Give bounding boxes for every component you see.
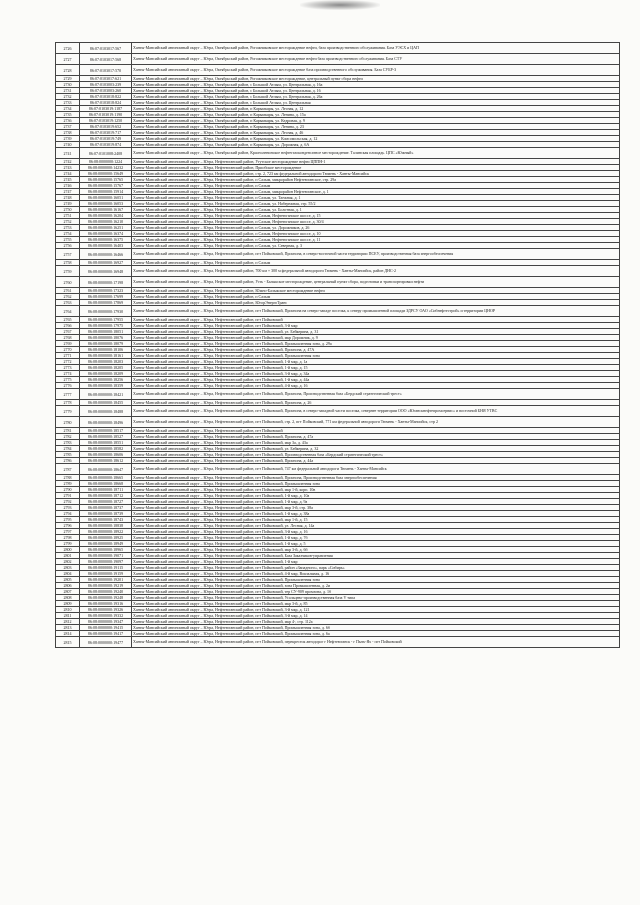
- address-cell: Ханты-Мансийский автономный округ – Югра, Нефтеюганский район, Южно-Балыкское месторождение нефти: [132, 288, 620, 294]
- row-number-cell: 2782: [56, 434, 80, 440]
- table-row: [56, 277, 620, 288]
- cadastral-number-cell: 86:08:0000000:17975: [80, 323, 132, 329]
- address-cell: Ханты-Мансийский автономный округ – Югра, Нефтеюганский район, п Салым, ул. Набережная, стр. 55/2: [132, 201, 620, 207]
- cadastral-number-cell: 86:08:0000000:17869: [80, 300, 132, 306]
- cadastral-number-cell: 86:08:0000000:16210: [80, 219, 132, 225]
- row-number-cell: 2745: [56, 177, 80, 183]
- cadastral-number-cell: 86:08:0000000:18922: [80, 529, 132, 535]
- address-cell: Ханты-Мансийский автономный округ – Югра, Нефтеюганский район, пгт Пойковский, 3-й мкр: [132, 323, 620, 329]
- cadastral-number-cell: 86:08:0000000:18727: [80, 499, 132, 505]
- cadastral-number-cell: 86:08:0000000:18965: [80, 547, 132, 553]
- address-cell: Ханты-Мансийский автономный округ – Югра, Нефтеюганский район, пгт Пойковский, База Заказчиков-управления: [132, 553, 620, 559]
- row-number-cell: 2775: [56, 377, 80, 383]
- row-number-cell: 2805: [56, 577, 80, 583]
- cadastral-number-cell: 86:08:0000000:15765: [80, 177, 132, 183]
- cadastral-number-cell: 86:08:0000000:18076: [80, 335, 132, 341]
- row-number-cell: 2774: [56, 371, 80, 377]
- cadastral-number-cell: 86:08:0000000:18161: [80, 353, 132, 359]
- address-cell: Ханты-Мансийский автономный округ – Югра, Нефтеюганский район, пгт Пойковский, 747 км федеральной автодороги Тюмень - Ханты-Мансийск: [132, 464, 620, 475]
- address-cell: Ханты-Мансийский автономный округ – Югра, Нефтеюганский район, п Салым, Нефтеюганское шоссе, д. 30/4: [132, 219, 620, 225]
- cadastral-number-cell: 86:08:0000000:18488: [80, 406, 132, 417]
- address-cell: Ханты-Мансийский автономный округ – Югра, Нефтеюганский район, п Салым, ул. Дорожников, д. 26: [132, 225, 620, 231]
- table-row: [56, 54, 620, 65]
- address-cell: Ханты-Мансийский автономный округ – Югра, Октябрьский район, п Карымкары, ул. Кедровая, д. 9: [132, 118, 620, 124]
- cadastral-number-cell: 86:08:0000000:19159: [80, 571, 132, 577]
- address-cell: Ханты-Мансийский автономный округ – Югра, Нефтеюганский район, п Салым, микрорайон Нефтеюганское, д. 1: [132, 189, 620, 195]
- cadastral-number-cell: 86:08:0000000:18925: [80, 535, 132, 541]
- row-number-cell: 2815: [56, 637, 80, 648]
- row-number-cell: 2810: [56, 607, 80, 613]
- address-cell: Ханты-Мансийский автономный округ – Югра, Октябрьский район, с Большой Атлым, ул. Центральная: [132, 100, 620, 106]
- row-number-cell: 2801: [56, 553, 80, 559]
- cadastral-number-cell: 86:08:0000000:18582: [80, 446, 132, 452]
- table-row: [56, 148, 620, 159]
- row-number-cell: 2728: [56, 65, 80, 76]
- address-cell: Ханты-Мансийский автономный округ – Югра, Нефтеюганский район, пгт Пойковский, Промзона, в северо-восточной части территории ПСЕУ, производственная база энергообеспечения: [132, 249, 620, 260]
- row-number-cell: 2753: [56, 225, 80, 231]
- row-number-cell: 2771: [56, 353, 80, 359]
- address-cell: Ханты-Мансийский автономный округ – Югра, Нефтеюганский район, пгт Пойковский, зона Промышленная, д. 2и: [132, 583, 620, 589]
- row-number-cell: 2726: [56, 43, 80, 54]
- address-cell: Ханты-Мансийский автономный округ – Югра, Нефтеюганский район, стр. 2, 723 км федеральной автодороги Тюмень - Ханты-Мансийск: [132, 171, 620, 177]
- row-number-cell: 2736: [56, 118, 80, 124]
- address-cell: Ханты-Мансийский автономный округ – Югра, Нефтеюганский район, Усть - Балыкское месторождение, центральный пункт сбора, подготовки и транспортировки нефти: [132, 277, 620, 288]
- row-number-cell: 2764: [56, 306, 80, 317]
- cadastral-number-cell: 86:08:0000000:18421: [80, 389, 132, 400]
- row-number-cell: 2812: [56, 619, 80, 625]
- cadastral-number-cell: 86:08:0000000:18455: [80, 400, 132, 406]
- address-cell: Ханты-Мансийский автономный округ – Югра, Октябрьский район, Рогожниковское месторождение база производственного обслуживания. База СУБР-3: [132, 65, 620, 76]
- cadastral-number-cell: 86:07:0103017:567: [80, 43, 132, 54]
- address-cell: Ханты-Мансийский автономный округ – Югра, Нефтеюганский район, пгт Пойковский, 1-й мкр, д. 44а: [132, 377, 620, 383]
- cadastral-number-cell: 86:07:0103019:1190: [80, 112, 132, 118]
- row-number-cell: 2793: [56, 505, 80, 511]
- address-cell: Ханты-Мансийский автономный округ – Югра, Нефтеюганский район, пгт Пойковский, стр. 2, пгт Пойковский, 771 км федеральной автодороги Тюмень - Ханты-Мансийск, стр 2: [132, 417, 620, 428]
- cadastral-number-cell: 86:08:0000000:18496: [80, 417, 132, 428]
- row-number-cell: 2807: [56, 589, 80, 595]
- cadastral-number-cell: 86:08:0000000:18647: [80, 464, 132, 475]
- table-row: [56, 637, 620, 648]
- address-cell: Ханты-Мансийский автономный округ – Югра, Нефтеюганский район, Приобское месторождение: [132, 165, 620, 171]
- cadastral-number-cell: 86:07:0103018:822: [80, 94, 132, 100]
- address-cell: Ханты-Мансийский автономный округ – Югра, Нефтеюганский район, пгт Пойковский, мкр 1-й, д. 15: [132, 517, 620, 523]
- address-cell: Ханты-Мансийский автономный округ – Югра, Нефтеюганский район, Угутское месторождение нефти ЦППН-1: [132, 159, 620, 165]
- address-cell: Ханты-Мансийский автономный округ – Югра, Нефтеюганский район, ЮгорЭнергоТранс: [132, 300, 620, 306]
- address-cell: Ханты-Мансийский автономный округ – Югра, Нефтеюганский район, пгт Пойковский, перекресток автодорог г Нефтеюганск - г Пыть-Ях - пгт Пойковский: [132, 637, 620, 648]
- row-number-cell: 2733: [56, 100, 80, 106]
- cadastral-number-cell: 86:08:0000000:19316: [80, 601, 132, 607]
- address-cell: Ханты-Мансийский автономный округ – Югра, Нефтеюганский район, пгт Пойковский, 4-й мкр, Вокзальная, д. 16: [132, 571, 620, 577]
- cadastral-number-cell: 86:07:0103019:749: [80, 136, 132, 142]
- cadastral-number-cell: 86:08:0000000:18203: [80, 359, 132, 365]
- table-row: [56, 306, 620, 317]
- row-number-cell: 2770: [56, 347, 80, 353]
- address-cell: Ханты-Мансийский автономный округ – Югра, Нефтеюганский район, пгт Пойковский, Промышленная зона, д. 6б: [132, 625, 620, 631]
- address-cell: Ханты-Мансийский автономный округ – Югра, Октябрьский район, п Карымкары, ул. Лесная, д. 46: [132, 130, 620, 136]
- cadastral-number-cell: 86:08:0000000:16051: [80, 195, 132, 201]
- address-cell: Ханты-Мансийский автономный округ – Югра, Нефтеюганский район, п Салым, ул. Северная, д. 3: [132, 243, 620, 249]
- row-number-cell: 2804: [56, 571, 80, 577]
- cadastral-number-cell: 86:08:0000000:18209: [80, 371, 132, 377]
- row-number-cell: 2788: [56, 475, 80, 481]
- row-number-cell: 2814: [56, 631, 80, 637]
- address-cell: Ханты-Мансийский автономный округ – Югра, Нефтеюганский район, пгт Пойковский, Промышленная зона, д. 29а: [132, 341, 620, 347]
- row-number-cell: 2806: [56, 583, 80, 589]
- address-cell: Ханты-Мансийский автономный округ – Югра, Нефтеюганский район, пгт Пойковский, 1-й мкр, д. 38а: [132, 511, 620, 517]
- cadastral-number-cell: 86:08:0000000:18711: [80, 487, 132, 493]
- cadastral-number-cell: 86:08:0000000:18256: [80, 377, 132, 383]
- cadastral-number-cell: 86:08:0000000:19115: [80, 565, 132, 571]
- cadastral-number-cell: 86:08:0000000:17699: [80, 294, 132, 300]
- address-cell: Ханты-Мансийский автономный округ – Югра, Октябрьский район, п Карымкары, ул. Ленина, д. 15а: [132, 112, 620, 118]
- cadastral-number-cell: 86:08:0000000:17930: [80, 306, 132, 317]
- cadastral-number-cell: 86:07:0103019:717: [80, 130, 132, 136]
- address-cell: Ханты-Мансийский автономный округ – Югра, Октябрьский район, п Карымкары, ул. Лесная, д. 12: [132, 106, 620, 112]
- cadastral-number-cell: 86:08:0000000:18665: [80, 475, 132, 481]
- address-cell: Ханты-Мансийский автономный округ – Югра, Октябрьский район, с Большой Атлым, ул. Центральная, д. 16а: [132, 82, 620, 88]
- row-number-cell: 2786: [56, 458, 80, 464]
- row-number-cell: 2785: [56, 452, 80, 458]
- row-number-cell: 2809: [56, 601, 80, 607]
- row-number-cell: 2750: [56, 207, 80, 213]
- address-cell: Ханты-Мансийский автономный округ – Югра, Нефтеюганский район, пгт Пойковский, Промышленная зона: [132, 481, 620, 487]
- row-number-cell: 2747: [56, 189, 80, 195]
- cadastral-number-cell: 86:08:0000000:1224: [80, 159, 132, 165]
- row-number-cell: 2800: [56, 547, 80, 553]
- cadastral-number-cell: 86:07:0103019:652: [80, 124, 132, 130]
- address-cell: Ханты-Мансийский автономный округ – Югра, Октябрьский район, п Карымкары, ул. Ленина, д. 23: [132, 124, 620, 130]
- cadastral-number-cell: 86:08:0000000:16927: [80, 260, 132, 266]
- table-row: [56, 249, 620, 260]
- address-cell: Ханты-Мансийский автономный округ – Югра, Нефтеюганский район, пгт Пойковский, ул. Бейкерина, д. 31: [132, 329, 620, 335]
- address-cell: Ханты-Мансийский автономный округ – Югра, Нефтеюганский район, 700 км + 300 м федеральной автодороги Тюмень - Ханты-Мансийск, район ДНС-2: [132, 266, 620, 277]
- margin-scan-mark: [8, 798, 32, 804]
- row-number-cell: 2773: [56, 365, 80, 371]
- cadastral-number-cell: 86:08:0000000:17955: [80, 317, 132, 323]
- cadastral-number-cell: 86:08:0000000:16374: [80, 231, 132, 237]
- row-number-cell: 2740: [56, 142, 80, 148]
- cadastral-number-cell: 86:08:0000000:18106: [80, 347, 132, 353]
- row-number-cell: 2792: [56, 499, 80, 505]
- address-cell: Ханты-Мансийский автономный округ – Югра, Нефтеюганский район, пгт Пойковский, ул. Бейкерина, д. 32: [132, 446, 620, 452]
- row-number-cell: 2778: [56, 400, 80, 406]
- row-number-cell: 2743: [56, 165, 80, 171]
- cadastral-number-cell: 86:08:0000000:19219: [80, 583, 132, 589]
- row-number-cell: 2749: [56, 201, 80, 207]
- cadastral-number-cell: 86:07:0103017:568: [80, 54, 132, 65]
- row-number-cell: 2738: [56, 130, 80, 136]
- cadastral-number-cell: 86:08:0000000:18205: [80, 365, 132, 371]
- address-cell: Ханты-Мансийский автономный округ – Югра, Нефтеюганский район, пгт Пойковский, тер СУ-909 промзона, д. 1б: [132, 589, 620, 595]
- table-row: [56, 389, 620, 400]
- row-number-cell: 2735: [56, 112, 80, 118]
- address-cell: Ханты-Мансийский автономный округ – Югра, Нефтеюганский район, пгт Пойковский, мкр Дорожник, д. 9: [132, 335, 620, 341]
- address-cell: Ханты-Мансийский автономный округ – Югра, Нефтеюганский район, пгт Пойковский, 3-й мкр, д. 14: [132, 613, 620, 619]
- row-number-cell: 2813: [56, 625, 80, 631]
- row-number-cell: 2796: [56, 523, 80, 529]
- address-cell: Ханты-Мансийский автономный округ – Югра, Нефтеюганский район, пгт Пойковский, Промышленная зона: [132, 577, 620, 583]
- row-number-cell: 2799: [56, 541, 80, 547]
- row-number-cell: 2765: [56, 317, 80, 323]
- address-cell: Ханты-Мансийский автономный округ – Югра, Октябрьский район, п Карымкары, ул. Дорожная, д. 6А: [132, 142, 620, 148]
- property-registry-table: [55, 42, 620, 648]
- row-number-cell: 2768: [56, 335, 80, 341]
- address-cell: Ханты-Мансийский автономный округ – Югра, Октябрьский район, Рогожниковское месторождение нефти база производственного обслуживания. База СТУ: [132, 54, 620, 65]
- address-cell: Ханты-Мансийский автономный округ – Югра, Нефтеюганский район, пгт Пойковский: [132, 317, 620, 323]
- cadastral-number-cell: 86:08:0000000:18517: [80, 428, 132, 434]
- cadastral-number-cell: 86:08:0000000:15767: [80, 183, 132, 189]
- row-number-cell: 2802: [56, 559, 80, 565]
- cadastral-number-cell: 86:08:0000000:16403: [80, 243, 132, 249]
- row-number-cell: 2789: [56, 481, 80, 487]
- address-cell: Ханты-Мансийский автономный округ – Югра, Нефтеюганский район, пгт Пойковский, 1-й мкр, д. 5: [132, 541, 620, 547]
- row-number-cell: 2758: [56, 260, 80, 266]
- cadastral-number-cell: 86:08:0000000:17198: [80, 277, 132, 288]
- address-cell: Ханты-Мансийский автономный округ – Югра, Нефтеюганский район, пгт Пойковский, Промышленная зона, д. 6а: [132, 631, 620, 637]
- cadastral-number-cell: 86:07:0103003:260: [80, 88, 132, 94]
- cadastral-number-cell: 86:08:0000000:18712: [80, 493, 132, 499]
- cadastral-number-cell: 86:08:0000000:16204: [80, 213, 132, 219]
- cadastral-number-cell: 86:07:0103019:1250: [80, 118, 132, 124]
- row-number-cell: 2791: [56, 493, 80, 499]
- row-number-cell: 2746: [56, 183, 80, 189]
- cadastral-number-cell: 86:08:0000000:16375: [80, 237, 132, 243]
- row-number-cell: 2767: [56, 329, 80, 335]
- address-cell: Ханты-Мансийский автономный округ – Югра, Нефтеюганский район, пгт Пойковский, Производственная база «Бердский стратегический трест»: [132, 452, 620, 458]
- row-number-cell: 2742: [56, 159, 80, 165]
- address-cell: Ханты-Мансийский автономный округ – Югра, Октябрьский район, п Карымкары, ул. Комсомольская, д. 12: [132, 136, 620, 142]
- address-cell: Ханты-Мансийский автономный округ – Югра, Нефтеюганский район, пгт Пойковский, Промзона на северо-западе поселка, к северу промышленной площади ЗДРСУ ОАО «Сибнефтестрой» и территории ЦНОР: [132, 306, 620, 317]
- cadastral-number-cell: 86:08:0000000:19415: [80, 625, 132, 631]
- cadastral-number-cell: 86:08:0000000:19097: [80, 559, 132, 565]
- cadastral-number-cell: 86:08:0000000:18668: [80, 481, 132, 487]
- address-cell: Ханты-Мансийский автономный округ – Югра, Нефтеюганский район, пгт Пойковский, 1-й мкр, д. 1а: [132, 359, 620, 365]
- row-number-cell: 2787: [56, 464, 80, 475]
- row-number-cell: 2781: [56, 428, 80, 434]
- address-cell: Ханты-Мансийский автономный округ – Югра, Нефтеюганский район, п Салым, Нефтеюганское шоссе, д. 15: [132, 213, 620, 219]
- row-number-cell: 2790: [56, 487, 80, 493]
- row-number-cell: 2779: [56, 406, 80, 417]
- table-row: [56, 417, 620, 428]
- address-cell: Ханты-Мансийский автономный округ – Югра, Нефтеюганский район, пгт Пойковский, мкр 3-й, стр. 38а: [132, 505, 620, 511]
- cadastral-number-cell: 86:07:0103019:1187: [80, 106, 132, 112]
- row-number-cell: 2784: [56, 446, 80, 452]
- table-row: [56, 406, 620, 417]
- row-number-cell: 2797: [56, 529, 80, 535]
- row-number-cell: 2761: [56, 288, 80, 294]
- address-cell: Ханты-Мансийский автономный округ – Югра, Нефтеюганский район, п Салым, Нефтеюганское шоссе, д. 11: [132, 237, 620, 243]
- address-cell: Ханты-Мансийский автономный округ – Югра, Нефтеюганский район, пгт Пойковский, 1-й мкр, д. 7б: [132, 535, 620, 541]
- address-cell: Ханты-Мансийский автономный округ – Югра, Нефтеюганский район, пгт Пойковский, 1-й мкр, д. 10а: [132, 493, 620, 499]
- row-number-cell: 2776: [56, 383, 80, 389]
- row-number-cell: 2751: [56, 213, 80, 219]
- cadastral-number-cell: 86:07:0101008:2408: [80, 148, 132, 159]
- cadastral-number-cell: 86:07:0103003:239: [80, 82, 132, 88]
- row-number-cell: 2752: [56, 219, 80, 225]
- cadastral-number-cell: 86:08:0000000:16053: [80, 201, 132, 207]
- address-cell: Ханты-Мансийский автономный округ – Югра, Октябрьский район, с Большой Атлым, ул. Центральная, д. 26а: [132, 94, 620, 100]
- cadastral-number-cell: 86:08:0000000:18551: [80, 440, 132, 446]
- cadastral-number-cell: 86:08:0000000:16466: [80, 249, 132, 260]
- address-cell: Ханты-Мансийский автономный округ – Югра, Нефтеюганский район, пгт Пойковский, Промзона, д. 47А: [132, 347, 620, 353]
- row-number-cell: 2808: [56, 595, 80, 601]
- address-cell: Ханты-Мансийский автономный округ – Югра, Нефтеюганский район, пгт Пойковский, Промзона, д. 44а: [132, 458, 620, 464]
- address-cell: Ханты-Мансийский автономный округ – Югра, Нефтеюганский район, пгт Пойковский, мкр 1-й, корп. 10в: [132, 487, 620, 493]
- address-cell: Ханты-Мансийский автономный округ – Югра, Нефтеюганский район, пгт Пойковский, Промзона, д. 47а: [132, 434, 620, 440]
- row-number-cell: 2803: [56, 565, 80, 571]
- cadastral-number-cell: 86:08:0000000:18737: [80, 505, 132, 511]
- row-number-cell: 2795: [56, 517, 80, 523]
- address-cell: Ханты-Мансийский автономный округ – Югра, Нефтеюганский район, п Салым, ул. Болотная, д. 1: [132, 207, 620, 213]
- cadastral-number-cell: 86:08:0000000:18051: [80, 329, 132, 335]
- cadastral-number-cell: 86:08:0000000:18739: [80, 511, 132, 517]
- cadastral-number-cell: 86:08:0000000:19201: [80, 577, 132, 583]
- address-cell: Ханты-Мансийский автономный округ – Югра, Нефтеюганский район, пгт Пойковский, 3-й мкр, д. 16: [132, 529, 620, 535]
- row-number-cell: 2739: [56, 136, 80, 142]
- table-row: [56, 65, 620, 76]
- cadastral-number-cell: 86:08:0000000:18079: [80, 341, 132, 347]
- registry-table-body: [56, 43, 620, 648]
- cadastral-number-cell: 86:08:0000000:16948: [80, 266, 132, 277]
- cadastral-number-cell: 86:08:0000000:19477: [80, 637, 132, 648]
- row-number-cell: 2772: [56, 359, 80, 365]
- scan-header-mark: [300, 0, 380, 10]
- address-cell: Ханты-Мансийский автономный округ – Югра, Нефтеюганский район, пгт Пойковский, Промзона, в северо-западной части поселка, севернее территории ООО «Юганскнефтепромсервис» и восточной БНЯ УТВС: [132, 406, 620, 417]
- cadastral-number-cell: 86:08:0000000:16167: [80, 207, 132, 213]
- cadastral-number-cell: 86:08:0000000:19417: [80, 631, 132, 637]
- address-cell: Ханты-Мансийский автономный округ – Югра, Октябрьский район, Красноленинское нефтегазоконденсатное месторождение. Талинская площадь. ЦПС «Южный»: [132, 148, 620, 159]
- address-cell: Ханты-Мансийский автономный округ – Югра, Нефтеюганский район, пгт Пойковский, Промзона, Производственная база «Бердский стратегический трест»: [132, 389, 620, 400]
- cadastral-number-cell: 86:07:0103018:824: [80, 100, 132, 106]
- row-number-cell: 2744: [56, 171, 80, 177]
- cadastral-number-cell: 86:08:0000000:18612: [80, 458, 132, 464]
- row-number-cell: 2759: [56, 266, 80, 277]
- cadastral-number-cell: 86:08:0000000:19071: [80, 553, 132, 559]
- cadastral-number-cell: 86:08:0000000:18949: [80, 541, 132, 547]
- address-cell: Ханты-Мансийский автономный округ – Югра, Нефтеюганский район, пгт Пойковский: [132, 428, 620, 434]
- row-number-cell: 2729: [56, 76, 80, 82]
- address-cell: Ханты-Мансийский автономный округ – Югра, Нефтеюганский район, пгт Пойковский, 3-й мкр, д. 34а: [132, 371, 620, 377]
- address-cell: Ханты-Мансийский автономный округ – Югра, Нефтеюганский район, пгт Пойковский, мкр 3а, д. 43а: [132, 440, 620, 446]
- address-cell: Ханты-Мансийский автономный округ – Югра, Нефтеюганский район, пгт Пойковский, 1-й мкр, д. 15: [132, 365, 620, 371]
- row-number-cell: 2741: [56, 148, 80, 159]
- cadastral-number-cell: 86:08:0000000:19240: [80, 589, 132, 595]
- row-number-cell: 2811: [56, 613, 80, 619]
- cadastral-number-cell: 86:08:0000000:16251: [80, 225, 132, 231]
- address-cell: Ханты-Мансийский автономный округ – Югра, Нефтеюганский район, пгт Пойковский, район «Западного», парк «Сибирь»: [132, 565, 620, 571]
- row-number-cell: 2748: [56, 195, 80, 201]
- address-cell: Ханты-Мансийский автономный округ – Югра, Нефтеюганский район, пгт Пойковский, ул. Лесная, д. 14а: [132, 523, 620, 529]
- cadastral-number-cell: 86:08:0000000:17323: [80, 288, 132, 294]
- cadastral-number-cell: 86:08:0000000:19326: [80, 607, 132, 613]
- address-cell: Ханты-Мансийский автономный округ – Югра, Нефтеюганский район, пгт Пойковский, 1-й мкр: [132, 559, 620, 565]
- row-number-cell: 2766: [56, 323, 80, 329]
- cadastral-number-cell: 86:07:0103017:621: [80, 76, 132, 82]
- address-cell: Ханты-Мансийский автономный округ – Югра, Нефтеюганский район, пгт Пойковский, Усольцево-производственная база V типа: [132, 595, 620, 601]
- row-number-cell: 2755: [56, 237, 80, 243]
- row-number-cell: 2730: [56, 82, 80, 88]
- address-cell: Ханты-Мансийский автономный округ – Югра, Нефтеюганский район, п Салым, ул. Таежная, д. 1: [132, 195, 620, 201]
- address-cell: Ханты-Мансийский автономный округ – Югра, Нефтеюганский район, пгт Пойковский, 1-й мкр, д. 9а: [132, 499, 620, 505]
- row-number-cell: 2756: [56, 243, 80, 249]
- address-cell: Ханты-Мансийский автономный округ – Югра, Нефтеюганский район, п Салым: [132, 260, 620, 266]
- address-cell: Ханты-Мансийский автономный округ – Югра, Октябрьский район, Рогожниковское месторождение, центральный пункт сбора нефти: [132, 76, 620, 82]
- cadastral-number-cell: 86:08:0000000:15649: [80, 171, 132, 177]
- row-number-cell: 2798: [56, 535, 80, 541]
- cadastral-number-cell: 86:08:0000000:15914: [80, 189, 132, 195]
- margin-scan-mark: [8, 292, 32, 298]
- cadastral-number-cell: 86:08:0000000:19332: [80, 613, 132, 619]
- address-cell: Ханты-Мансийский автономный округ – Югра, Нефтеюганский район, пгт Пойковский, мкр 3-й, д. 85: [132, 601, 620, 607]
- address-cell: Ханты-Мансийский автономный округ – Югра, Нефтеюганский район, п Салым, Нефтеюганское шоссе, д. 10: [132, 231, 620, 237]
- address-cell: Ханты-Мансийский автономный округ – Югра, Нефтеюганский район, п Салым, микрорайон Нефтеюганское, стр. 29а: [132, 177, 620, 183]
- cadastral-number-cell: 86:08:0000000:19347: [80, 619, 132, 625]
- cadastral-number-cell: 86:08:0000000:18606: [80, 452, 132, 458]
- address-cell: Ханты-Мансийский автономный округ – Югра, Нефтеюганский район, пгт Пойковский, Промзона, д. 26: [132, 400, 620, 406]
- cadastral-number-cell: 86:08:0000000:18838: [80, 523, 132, 529]
- cadastral-number-cell: 86:08:0000000:19248: [80, 595, 132, 601]
- row-number-cell: 2780: [56, 417, 80, 428]
- address-cell: Ханты-Мансийский автономный округ – Югра, Нефтеюганский район, пгт Пойковский, Промышленная зона: [132, 353, 620, 359]
- row-number-cell: 2783: [56, 440, 80, 446]
- row-number-cell: 2754: [56, 231, 80, 237]
- cadastral-number-cell: 86:08:0000000:14232: [80, 165, 132, 171]
- address-cell: Ханты-Мансийский автономный округ – Югра, Октябрьский район, Рогожниковское месторождение нефти, база производственного обслуживания. База УЭСХ и ЦАП: [132, 43, 620, 54]
- row-number-cell: 2734: [56, 106, 80, 112]
- row-number-cell: 2760: [56, 277, 80, 288]
- table-row: [56, 464, 620, 475]
- row-number-cell: 2794: [56, 511, 80, 517]
- row-number-cell: 2763: [56, 300, 80, 306]
- row-number-cell: 2732: [56, 94, 80, 100]
- row-number-cell: 2762: [56, 294, 80, 300]
- table-row: [56, 266, 620, 277]
- cadastral-number-cell: 86:07:0103017:570: [80, 65, 132, 76]
- address-cell: Ханты-Мансийский автономный округ – Югра, Нефтеюганский район, пгт Пойковский, мкр 4-, стр. 112а: [132, 619, 620, 625]
- cadastral-number-cell: 86:07:0103019:874: [80, 142, 132, 148]
- cadastral-number-cell: 86:08:0000000:18743: [80, 517, 132, 523]
- row-number-cell: 2777: [56, 389, 80, 400]
- address-cell: Ханты-Мансийский автономный округ – Югра, Нефтеюганский район, пгт Пойковский, мкр 3-й, д. 6б: [132, 547, 620, 553]
- row-number-cell: 2727: [56, 54, 80, 65]
- address-cell: Ханты-Мансийский автономный округ – Югра, Нефтеюганский район, пгт Пойковский, 4-й мкр, д. 16: [132, 383, 620, 389]
- address-cell: Ханты-Мансийский автономный округ – Югра, Нефтеюганский район, пгт Пойковский, Промзона, Производственная база энергообеспечения: [132, 475, 620, 481]
- address-cell: Ханты-Мансийский автономный округ – Югра, Нефтеюганский район, п Салым: [132, 294, 620, 300]
- row-number-cell: 2737: [56, 124, 80, 130]
- cadastral-number-cell: 86:08:0000000:18359: [80, 383, 132, 389]
- address-cell: Ханты-Мансийский автономный округ – Югра, Нефтеюганский район, п Салым: [132, 183, 620, 189]
- address-cell: Ханты-Мансийский автономный округ – Югра, Нефтеюганский район, пгт Пойковский, 3-й мкр, д. 121: [132, 607, 620, 613]
- address-cell: Ханты-Мансийский автономный округ – Югра, Октябрьский район, с Большой Атлым, ул. Центральная, д. 16: [132, 88, 620, 94]
- table-row: [56, 43, 620, 54]
- row-number-cell: 2757: [56, 249, 80, 260]
- cadastral-number-cell: 86:08:0000000:18527: [80, 434, 132, 440]
- row-number-cell: 2769: [56, 341, 80, 347]
- row-number-cell: 2731: [56, 88, 80, 94]
